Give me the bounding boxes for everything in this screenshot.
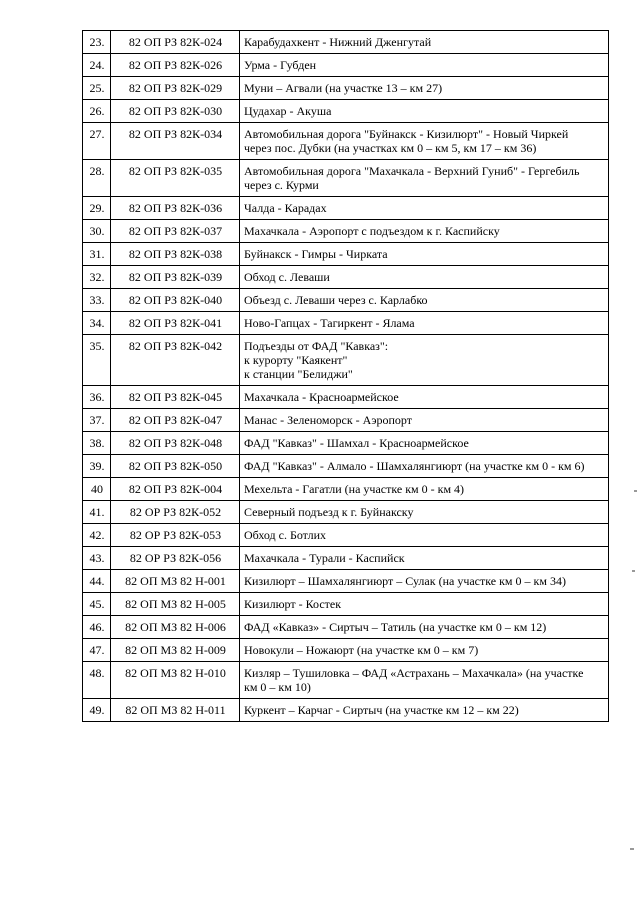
road-name	[240, 455, 609, 478]
road-code: 82 ОП МЗ 82 Н-006	[111, 616, 240, 639]
table-row	[83, 455, 609, 478]
road-name	[240, 243, 609, 266]
road-name-line: Подъезды от ФАД "Кавказ":	[244, 339, 389, 353]
road-name-line: Автомобильная дорога "Махачкала - Верхний Гуниб" - Гергебиль	[244, 164, 580, 178]
row-number: 34.	[83, 312, 111, 335]
road-name	[240, 501, 609, 524]
road-code: 82 ОП РЗ 82К-035	[111, 160, 240, 197]
table-row	[83, 386, 609, 409]
road-code: 82 ОП РЗ 82К-048	[111, 432, 240, 455]
row-number: 32.	[83, 266, 111, 289]
table-row	[83, 639, 609, 662]
row-number: 23.	[83, 31, 111, 54]
road-name-line: через пос. Дубки (на участках км 0 – км 5, км 17 – км 36)	[244, 141, 537, 155]
scan-mark	[634, 490, 637, 492]
row-number: 38.	[83, 432, 111, 455]
table-row	[83, 220, 609, 243]
road-code: 82 ОП РЗ 82К-036	[111, 197, 240, 220]
road-name	[240, 123, 609, 160]
road-code: 82 ОП РЗ 82К-047	[111, 409, 240, 432]
row-number: 33.	[83, 289, 111, 312]
road-name-line: Куркент – Карчаг - Сиртыч (на участке км 12 – км 22)	[244, 703, 519, 717]
road-name	[240, 77, 609, 100]
road-name	[240, 570, 609, 593]
road-name	[240, 54, 609, 77]
table-row	[83, 100, 609, 123]
road-name-line: Обход с. Ботлих	[244, 528, 327, 542]
road-name-line: км 0 – км 10)	[244, 680, 311, 694]
table-row	[83, 501, 609, 524]
row-number: 25.	[83, 77, 111, 100]
road-name-line: к станции "Белиджи"	[244, 367, 353, 381]
table-row	[83, 662, 609, 699]
road-code: 82 ОП МЗ 82 Н-010	[111, 662, 240, 699]
road-code: 82 ОП РЗ 82К-042	[111, 335, 240, 386]
table-row	[83, 699, 609, 722]
road-code: 82 ОР РЗ 82К-053	[111, 524, 240, 547]
table-row	[83, 478, 609, 501]
road-name-line: Манас - Зеленоморск - Аэропорт	[244, 413, 412, 427]
road-name	[240, 220, 609, 243]
table-row	[83, 570, 609, 593]
road-code: 82 ОП РЗ 82К-004	[111, 478, 240, 501]
road-code: 82 ОП МЗ 82 Н-009	[111, 639, 240, 662]
row-number: 36.	[83, 386, 111, 409]
row-number: 49.	[83, 699, 111, 722]
table-row	[83, 432, 609, 455]
table-row	[83, 31, 609, 54]
row-number: 48.	[83, 662, 111, 699]
road-name-line: Северный подъезд к г. Буйнакску	[244, 505, 414, 519]
road-name-line: Кизляр – Тушиловка – ФАД «Астрахань – Махачкала» (на участке	[244, 666, 584, 680]
road-code: 82 ОП РЗ 82К-050	[111, 455, 240, 478]
table-row	[83, 243, 609, 266]
road-name-line: Автомобильная дорога "Буйнакск - Кизилюрт" - Новый Чиркей	[244, 127, 569, 141]
row-number: 45.	[83, 593, 111, 616]
road-code: 82 ОП МЗ 82 Н-011	[111, 699, 240, 722]
road-name	[240, 312, 609, 335]
road-code: 82 ОР РЗ 82К-056	[111, 547, 240, 570]
road-name	[240, 547, 609, 570]
road-code: 82 ОР РЗ 82К-052	[111, 501, 240, 524]
road-name	[240, 266, 609, 289]
table-row	[83, 77, 609, 100]
row-number: 42.	[83, 524, 111, 547]
road-name	[240, 100, 609, 123]
road-name	[240, 524, 609, 547]
road-code: 82 ОП РЗ 82К-026	[111, 54, 240, 77]
road-name-line: Чалда - Карадах	[244, 201, 327, 215]
road-name	[240, 409, 609, 432]
road-name-line: Урма - Губден	[244, 58, 317, 72]
road-name	[240, 289, 609, 312]
table-row	[83, 524, 609, 547]
road-code: 82 ОП РЗ 82К-041	[111, 312, 240, 335]
road-name	[240, 432, 609, 455]
road-name-line: через с. Курми	[244, 178, 319, 192]
road-name-line: Муни – Агвали (на участке 13 – км 27)	[244, 81, 443, 95]
row-number: 27.	[83, 123, 111, 160]
road-name-line: ФАД "Кавказ" - Шамхал - Красноармейское	[244, 436, 469, 450]
road-name-line: ФАД "Кавказ" - Алмало - Шамхалянгиюрт (на участке км 0 - км 6)	[244, 459, 585, 473]
road-name	[240, 197, 609, 220]
row-number: 43.	[83, 547, 111, 570]
row-number: 39.	[83, 455, 111, 478]
row-number: 41.	[83, 501, 111, 524]
row-number: 46.	[83, 616, 111, 639]
row-number: 31.	[83, 243, 111, 266]
road-code: 82 ОП РЗ 82К-038	[111, 243, 240, 266]
row-number: 30.	[83, 220, 111, 243]
road-name-line: Махачкала - Аэропорт с подъездом к г. Каспийску	[244, 224, 500, 238]
road-code: 82 ОП МЗ 82 Н-005	[111, 593, 240, 616]
scan-mark	[632, 570, 635, 572]
row-number: 35.	[83, 335, 111, 386]
road-name	[240, 335, 609, 386]
road-name-line: Обход с. Леваши	[244, 270, 330, 284]
road-name-line: Цудахар - Акуша	[244, 104, 332, 118]
row-number: 44.	[83, 570, 111, 593]
road-code: 82 ОП РЗ 82К-030	[111, 100, 240, 123]
road-name-line: Кизилюрт - Костек	[244, 597, 342, 611]
road-code: 82 ОП РЗ 82К-037	[111, 220, 240, 243]
road-code: 82 ОП РЗ 82К-040	[111, 289, 240, 312]
road-name-line: Ново-Гапцах - Тагиркент - Ялама	[244, 316, 415, 330]
table-row	[83, 197, 609, 220]
road-code: 82 ОП МЗ 82 Н-001	[111, 570, 240, 593]
road-name	[240, 386, 609, 409]
row-number: 40	[83, 478, 111, 501]
road-code: 82 ОП РЗ 82К-034	[111, 123, 240, 160]
road-name-line: Новокули – Ножаюрт (на участке км 0 – км 7)	[244, 643, 479, 657]
road-name-line: к курорту "Каякент"	[244, 353, 348, 367]
table-row	[83, 409, 609, 432]
roads-table	[82, 30, 609, 722]
road-name	[240, 639, 609, 662]
table-row	[83, 335, 609, 386]
road-name-line: Буйнакск - Гимры - Чирката	[244, 247, 388, 261]
road-name-line: Кизилюрт – Шамхалянгиюрт – Сулак (на участке км 0 – км 34)	[244, 574, 566, 588]
table-row	[83, 312, 609, 335]
road-code: 82 ОП РЗ 82К-045	[111, 386, 240, 409]
table-row	[83, 160, 609, 197]
road-code: 82 ОП РЗ 82К-029	[111, 77, 240, 100]
table-row	[83, 54, 609, 77]
row-number: 26.	[83, 100, 111, 123]
table-row	[83, 547, 609, 570]
table-row	[83, 266, 609, 289]
row-number: 47.	[83, 639, 111, 662]
row-number: 28.	[83, 160, 111, 197]
roads-table-body	[83, 31, 609, 722]
row-number: 29.	[83, 197, 111, 220]
table-row	[83, 123, 609, 160]
table-row	[83, 289, 609, 312]
road-name	[240, 699, 609, 722]
table-row	[83, 616, 609, 639]
road-name	[240, 616, 609, 639]
road-code: 82 ОП РЗ 82К-039	[111, 266, 240, 289]
row-number: 37.	[83, 409, 111, 432]
road-code: 82 ОП РЗ 82К-024	[111, 31, 240, 54]
road-name	[240, 31, 609, 54]
road-name	[240, 593, 609, 616]
road-name	[240, 160, 609, 197]
road-name-line: Мехельта - Гагатли (на участке км 0 - км 4)	[244, 482, 465, 496]
road-name	[240, 662, 609, 699]
road-name-line: Карабудахкент - Нижний Дженгутай	[244, 35, 432, 49]
road-name	[240, 478, 609, 501]
scan-mark	[630, 848, 634, 850]
road-name-line: Махачкала - Турали - Каспийск	[244, 551, 405, 565]
road-name-line: ФАД «Кавказ» - Сиртыч – Татиль (на участке км 0 – км 12)	[244, 620, 547, 634]
row-number: 24.	[83, 54, 111, 77]
road-name-line: Объезд с. Леваши через с. Карлабко	[244, 293, 428, 307]
road-name-line: Махачкала - Красноармейское	[244, 390, 399, 404]
table-row	[83, 593, 609, 616]
